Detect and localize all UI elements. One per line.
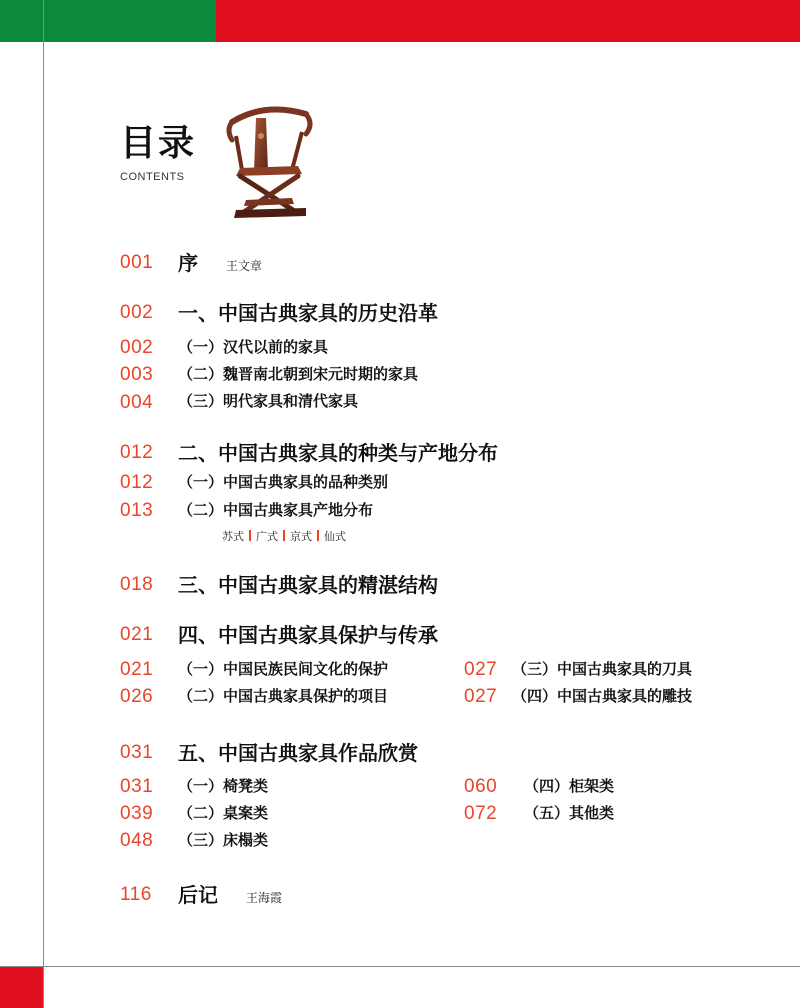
top-red-bar xyxy=(216,0,800,42)
toc-sub-entry: （一）椅凳类 xyxy=(178,777,269,795)
page-number: 021 xyxy=(120,659,154,680)
page-number: 072 xyxy=(464,803,498,824)
section-2-title: 二、中国古典家具的种类与产地分布 xyxy=(178,441,498,465)
page-number: 002 xyxy=(120,337,154,358)
page-number: 002 xyxy=(120,302,154,323)
toc-sub-entry: （三）床榻类 xyxy=(178,831,269,849)
page-number: 060 xyxy=(464,776,498,797)
style-item: 仙式 xyxy=(324,530,346,543)
page-number: 027 xyxy=(464,659,498,680)
section-1-title: 一、中国古典家具的历史沿革 xyxy=(178,301,438,325)
toc-sub-entry: （一）中国古典家具的品种类别 xyxy=(178,473,389,491)
section-4-title: 四、中国古典家具保护与传承 xyxy=(178,623,438,647)
toc-sub-entry: （一）中国民族民间文化的保护 xyxy=(178,660,389,678)
toc-sub-entry: （三）明代家具和清代家具 xyxy=(178,392,359,410)
toc-sub-entry: （二）中国古典家具保护的项目 xyxy=(178,687,389,705)
divider xyxy=(249,530,251,541)
page-title: 目录 xyxy=(120,123,197,164)
page-number: 048 xyxy=(120,830,154,851)
page-number: 026 xyxy=(120,686,154,707)
toc-sub-entry: （五）其他类 xyxy=(524,804,615,822)
divider xyxy=(283,530,285,541)
page-number: 003 xyxy=(120,364,154,385)
page-subtitle: CONTENTS xyxy=(120,171,185,183)
page-number: 012 xyxy=(120,472,154,493)
style-item: 广式 xyxy=(256,530,278,543)
page-number: 039 xyxy=(120,803,154,824)
left-margin-rule xyxy=(43,0,44,1008)
afterword-title: 后记 xyxy=(178,883,218,907)
toc-sub-entry: （三）中国古典家具的刀具 xyxy=(512,660,693,678)
bottom-rule xyxy=(0,966,800,967)
page-number: 021 xyxy=(120,624,154,645)
divider xyxy=(317,530,319,541)
page-number: 018 xyxy=(120,574,154,595)
folding-chair-image xyxy=(222,100,317,220)
top-green-bar xyxy=(0,0,216,42)
afterword-author: 王海霞 xyxy=(246,891,283,905)
toc-sub-entry: （二）中国古典家具产地分布 xyxy=(178,501,374,519)
toc-sub-entry: （二）魏晋南北朝到宋元时期的家具 xyxy=(178,365,419,383)
toc-sub-entry: （二）桌案类 xyxy=(178,804,269,822)
page-number: 027 xyxy=(464,686,498,707)
regional-styles xyxy=(222,530,346,544)
preface-title: 序 xyxy=(178,251,198,275)
section-3-title: 三、中国古典家具的精湛结构 xyxy=(178,573,438,597)
page-number: 031 xyxy=(120,742,154,763)
bottom-red-block xyxy=(0,967,43,1008)
page-number: 012 xyxy=(120,442,154,463)
style-item: 京式 xyxy=(290,530,312,543)
page-number: 031 xyxy=(120,776,154,797)
section-5-title: 五、中国古典家具作品欣赏 xyxy=(178,741,418,765)
page-number: 004 xyxy=(120,392,154,413)
page-number: 116 xyxy=(120,884,152,905)
page-number: 013 xyxy=(120,500,154,521)
preface-author: 王文章 xyxy=(226,259,263,273)
style-item: 苏式 xyxy=(222,530,244,543)
toc-sub-entry: （一）汉代以前的家具 xyxy=(178,338,329,356)
toc-sub-entry: （四）柜架类 xyxy=(524,777,615,795)
page-number: 001 xyxy=(120,252,154,273)
toc-sub-entry: （四）中国古典家具的雕技 xyxy=(512,687,693,705)
